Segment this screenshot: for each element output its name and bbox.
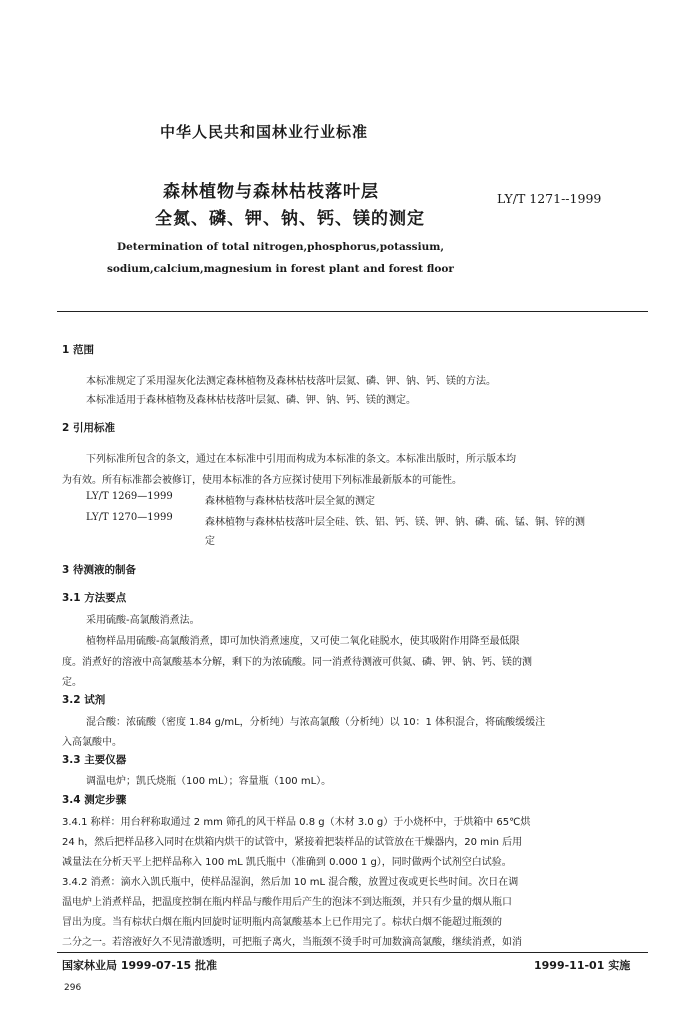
reference-1-code: LY/T 1269—1999 [86,491,173,502]
reference-2-title-line2: 定 [205,536,215,547]
section-3-4-1-line1: 3.4.1 称样：用台秤称取通过 2 mm 筛孔的风干样品 0.8 g（木材 3.0 g）于小烧杯中，于烘箱中 65℃烘 [62,817,531,828]
english-title-line2: sodium,calcium,magnesium in forest plant and forest floor [107,263,454,275]
english-title-line1: Determination of total nitrogen,phosphorus,potassium, [117,241,444,253]
section-3-4-heading: 3.4 测定步骤 [62,794,127,806]
section-3-1-heading: 3.1 方法要点 [62,592,127,604]
section-1-heading: 1 范围 [62,344,94,356]
section-3-2-heading: 3.2 试剂 [62,694,106,706]
section-3-1-paragraph-2-line3: 定。 [62,677,82,688]
footer-divider [57,952,648,953]
section-3-4-2-line1: 3.4.2 消煮：滴水入凯氏瓶中，使样品湿润，然后加 10 mL 混合酸，放置过夜或更长些时间。次日在调 [62,877,519,888]
section-1-paragraph-1: 本标准规定了采用湿灰化法测定森林植物及森林枯枝落叶层氮、磷、钾、钠、钙、镁的方法。 [86,376,496,387]
standard-type-heading: 中华人民共和国林业行业标准 [160,123,369,141]
implementation-date: 1999-11-01 实施 [534,959,631,972]
reference-2-title-line1: 森林植物与森林枯枝落叶层全硅、铁、铝、钙、镁、钾、钠、磷、硫、锰、铜、锌的测 [205,517,585,528]
header-divider [57,311,648,312]
section-3-2-paragraph-line1: 混合酸：浓硫酸（密度 1.84 g/mL，分析纯）与浓高氯酸（分析纯）以 10：1 体积混合，将硫酸缓缓注 [86,717,546,728]
section-3-3-heading: 3.3 主要仪器 [62,754,127,766]
section-1-paragraph-2: 本标准适用于森林植物及森林枯枝落叶层氮、磷、钾、钠、钙、镁的测定。 [86,395,416,406]
section-3-2-paragraph-line2: 入高氯酸中。 [62,737,122,748]
section-3-1-paragraph-2-line1: 植物样品用硫酸-高氯酸消煮，即可加快消煮速度，又可使二氧化硅脱水，使其吸附作用降至最低限 [86,636,520,647]
section-3-4-2-line3: 冒出为度。当有棕状白烟在瓶内回旋时证明瓶内高氯酸基本上已作用完了。棕状白烟不能超过瓶颈的 [62,917,502,928]
section-2-paragraph-line2: 为有效。所有标准都会被修订，使用本标准的各方应探讨使用下列标准最新版本的可能性。 [62,475,462,486]
section-3-heading: 3 待测液的制备 [62,564,136,576]
section-2-paragraph-line1: 下列标准所包含的条文，通过在本标准中引用而构成为本标准的条文。本标准出版时，所示版本均 [86,454,516,465]
section-3-3-paragraph: 调温电炉；凯氏烧瓶（100 mL）；容量瓶（100 mL）。 [86,776,332,787]
approval-date: 国家林业局 1999-07-15 批准 [62,959,218,972]
page-number: 296 [64,983,82,993]
section-3-1-paragraph-2-line2: 度。消煮好的溶液中高氯酸基本分解，剩下的为浓硫酸。同一消煮待测液可供氮、磷、钾、钠、钙、镁的测 [62,657,532,668]
section-3-4-2-line4: 二分之一。若溶液好久不见清澈透明，可把瓶子离火，当瓶颈不烫手时可加数滴高氯酸，继续消煮，如消 [62,937,522,948]
section-3-1-paragraph-1: 采用硫酸-高氯酸消煮法。 [86,615,200,626]
reference-2-code: LY/T 1270—1999 [86,512,173,523]
section-3-4-1-line2: 24 h，然后把样品移入同时在烘箱内烘干的试管中，紧接着把装样品的试管放在干燥器内，20 min 后用 [62,837,523,848]
standard-code: LY/T 1271--1999 [497,191,602,206]
section-2-heading: 2 引用标准 [62,422,115,434]
reference-1-title: 森林植物与森林枯枝落叶层全氮的测定 [205,496,375,507]
document-title-line1: 森林植物与森林枯枝落叶层 [163,182,379,202]
section-3-4-2-line2: 温电炉上消煮样品，把温度控制在瓶内样品与酸作用后产生的泡沫不到达瓶颈，并只有少量的烟从瓶口 [62,897,512,908]
document-title-line2: 全氮、磷、钾、钠、钙、镁的测定 [155,209,425,229]
section-3-4-1-line3: 减量法在分析天平上把样品称入 100 mL 凯氏瓶中（准确到 0.000 1 g），同时做两个试剂空白试验。 [62,857,512,868]
